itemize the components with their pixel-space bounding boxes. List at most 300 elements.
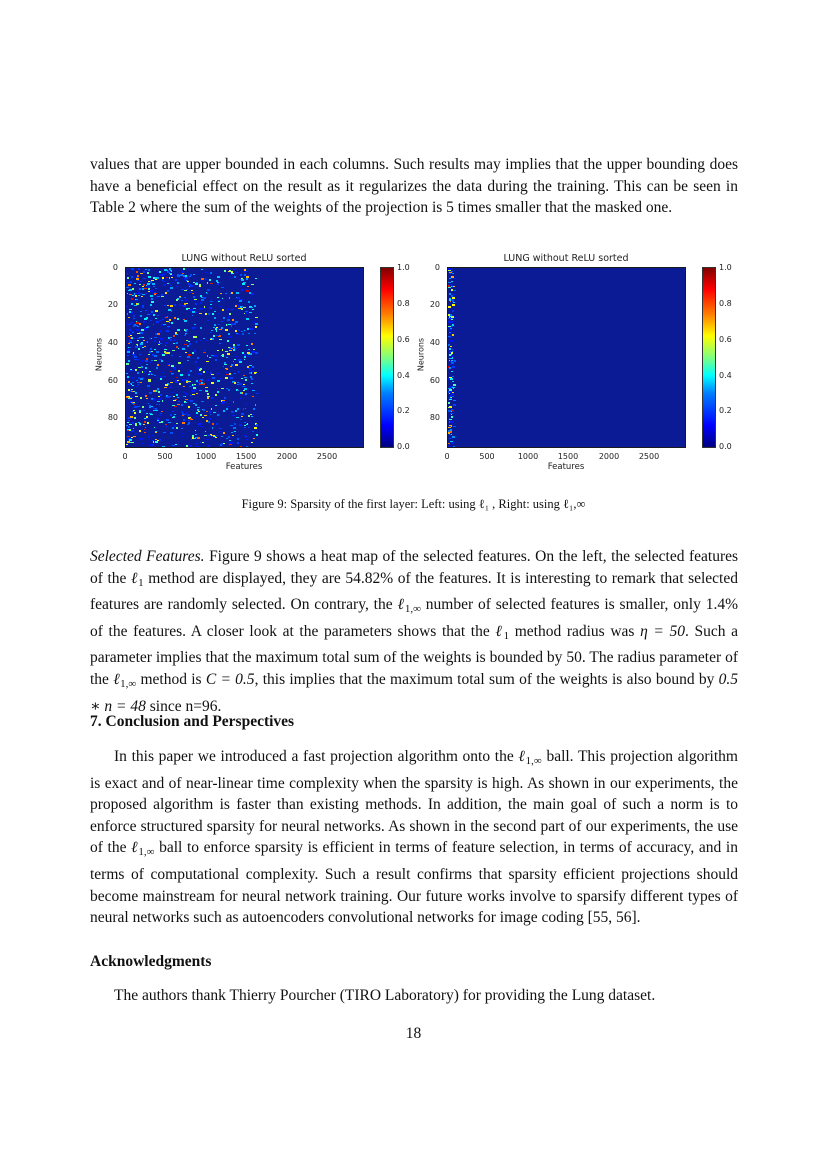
heatmap-cell xyxy=(127,376,129,378)
heatmap-cell xyxy=(228,271,230,273)
heatmap-cell xyxy=(255,278,258,280)
heatmap-cell xyxy=(241,289,243,291)
heatmap-cell xyxy=(128,290,130,292)
heatmap-cell xyxy=(217,282,219,284)
right-plot-title: LUNG without ReLU sorted xyxy=(503,253,629,264)
heatmap-cell xyxy=(173,343,175,345)
heatmap-cell xyxy=(249,372,251,374)
heatmap-cell xyxy=(170,382,173,384)
heatmap-cell xyxy=(252,390,255,392)
heatmap-cell xyxy=(140,382,142,384)
heatmap-cell xyxy=(144,418,147,420)
heatmap-cell xyxy=(244,427,246,429)
heatmap-cell xyxy=(207,355,209,357)
heatmap-cell xyxy=(165,345,167,347)
heatmap-cell xyxy=(200,340,202,342)
heatmap-cell xyxy=(217,391,219,393)
heatmap-cell xyxy=(231,325,233,327)
heatmap-cell xyxy=(256,424,259,426)
heatmap-cell xyxy=(200,327,202,329)
heatmap-cell xyxy=(227,319,230,321)
heatmap-cell xyxy=(127,351,129,353)
heatmap-cell xyxy=(184,320,187,322)
heatmap-cell xyxy=(187,360,189,362)
heatmap-cell xyxy=(190,309,193,311)
heatmap-cell xyxy=(133,325,136,327)
heatmap-cell xyxy=(452,363,454,365)
heatmap-cell xyxy=(253,349,255,351)
heatmap-cell xyxy=(450,431,452,433)
heatmap-cell xyxy=(208,435,211,437)
heatmap-cell xyxy=(164,305,166,307)
heatmap-cell xyxy=(127,441,130,443)
heatmap-cell xyxy=(452,381,454,383)
heatmap-cell xyxy=(235,348,237,350)
heatmap-cell xyxy=(229,277,232,279)
heatmap-cell xyxy=(252,309,254,311)
heatmap-cell xyxy=(198,411,201,413)
heatmap-cell xyxy=(208,313,210,315)
heatmap-cell xyxy=(193,300,195,302)
heatmap-cell xyxy=(195,430,197,432)
heatmap-cell xyxy=(159,404,161,406)
heatmap-cell xyxy=(231,292,233,294)
heatmap-cell xyxy=(207,320,209,322)
heatmap-cell xyxy=(185,333,187,335)
heatmap-cell xyxy=(193,274,196,276)
heatmap-cell xyxy=(450,441,453,443)
heatmap-cell xyxy=(172,411,175,413)
right-ytick-60: 60 xyxy=(429,376,440,385)
heatmap-cell xyxy=(151,311,153,313)
heatmap-cell xyxy=(130,383,132,385)
heatmap-cell xyxy=(209,279,212,281)
heatmap-cell xyxy=(252,431,254,433)
heatmap-cell xyxy=(239,300,242,302)
heatmap-cell xyxy=(229,444,232,446)
heatmap-cell xyxy=(245,404,247,406)
heatmap-cell xyxy=(166,321,169,323)
heatmap-cell xyxy=(147,385,150,387)
heatmap-cell xyxy=(170,432,173,434)
heatmap-cell xyxy=(206,340,209,342)
heatmap-cell xyxy=(133,315,135,317)
heatmap-cell xyxy=(141,366,143,368)
heatmap-cell xyxy=(168,422,171,424)
heatmap-cell xyxy=(246,278,248,280)
heatmap-cell xyxy=(451,276,454,278)
heatmap-cell xyxy=(245,330,247,332)
heatmap-cell xyxy=(157,364,159,366)
heatmap-cell xyxy=(221,321,223,323)
heatmap-cell xyxy=(182,422,185,424)
heatmap-cell xyxy=(157,333,160,335)
heatmap-cell xyxy=(138,292,140,294)
heatmap-cell xyxy=(145,269,148,271)
text-run: ball to enforce sparsity is efficient in terms of feature selection, in terms of accuracy, and in terms of computational complexity. Such a result confirms that sparsity efficient projections should become mainstream for neural network training. Our future works involve to sparsify different types of neural networks such as autoencoders convolutional networks for image coding [55, 56]. xyxy=(90,839,738,927)
heatmap-cell xyxy=(197,437,200,439)
heatmap-cell xyxy=(144,432,147,434)
heatmap-cell xyxy=(141,329,144,331)
heatmap-cell xyxy=(150,320,152,322)
heatmap-cell xyxy=(223,443,226,445)
heatmap-cell xyxy=(151,301,154,303)
heatmap-cell xyxy=(218,301,220,303)
heatmap-cell xyxy=(151,351,153,353)
heatmap-cell xyxy=(131,331,134,333)
heatmap-cell xyxy=(230,377,233,379)
heatmap-cell xyxy=(239,286,242,288)
heatmap-cell xyxy=(181,428,183,430)
heatmap-cell xyxy=(186,412,189,414)
heatmap-cell xyxy=(241,279,243,281)
left-ytick-0: 0 xyxy=(112,263,118,272)
heatmap-cell xyxy=(157,343,160,345)
text-run: In this paper we introduced a fast projection algorithm onto the xyxy=(114,748,519,765)
heatmap-cell xyxy=(242,386,245,388)
heatmap-cell xyxy=(214,355,217,357)
left-xtick-2500: 2500 xyxy=(316,452,338,461)
heatmap-cell xyxy=(131,268,134,270)
heatmap-cell xyxy=(135,396,138,398)
heatmap-cell xyxy=(219,339,222,341)
heatmap-cell xyxy=(174,304,176,306)
heatmap-cell xyxy=(159,341,161,343)
heatmap-cell xyxy=(452,387,455,389)
heatmap-cell xyxy=(193,336,195,338)
heatmap-cell xyxy=(149,447,151,448)
heatmap-cell xyxy=(142,371,144,373)
heatmap-cell xyxy=(162,446,165,448)
heatmap-cell xyxy=(151,406,153,408)
heatmap-cell xyxy=(451,321,453,323)
heatmap-cell xyxy=(172,417,174,419)
heatmap-cell xyxy=(208,421,210,423)
heatmap-cell xyxy=(184,344,187,346)
heatmap-cell xyxy=(148,286,151,288)
heatmap-cell xyxy=(129,309,132,311)
heatmap-cell xyxy=(250,376,253,378)
heatmap-cell xyxy=(210,301,212,303)
heatmap-cell xyxy=(222,309,224,311)
heatmap-cell xyxy=(254,305,256,307)
heatmap-cell xyxy=(171,277,173,279)
heatmap-cell xyxy=(155,318,157,320)
heatmap-cell xyxy=(173,335,175,337)
heatmap-cell xyxy=(154,375,156,377)
heatmap-cell xyxy=(215,405,217,407)
heatmap-cell xyxy=(134,356,136,358)
heatmap-cell xyxy=(159,320,161,322)
heatmap-cell xyxy=(176,423,178,425)
heatmap-cell xyxy=(132,288,134,290)
left-cbar-0.0: 0.0 xyxy=(397,442,410,451)
heatmap-cell xyxy=(252,371,254,373)
heatmap-cell xyxy=(156,367,158,369)
heatmap-cell xyxy=(183,419,185,421)
heatmap-cell xyxy=(223,366,225,368)
heatmap-cell xyxy=(453,426,456,428)
heatmap-cell xyxy=(226,408,228,410)
heatmap-cell xyxy=(209,357,211,359)
heatmap-cell xyxy=(127,273,129,275)
left-xtick-1500: 1500 xyxy=(235,452,257,461)
heatmap-cell xyxy=(141,360,143,362)
heatmap-cell xyxy=(155,288,158,290)
heatmap-cell xyxy=(145,367,147,369)
selected-features-lead: Selected Features. xyxy=(90,548,205,565)
heatmap-cell xyxy=(228,436,230,438)
heatmap-cell xyxy=(244,356,247,358)
heatmap-cell xyxy=(140,311,142,313)
heatmap-cell xyxy=(155,432,157,434)
heatmap-cell xyxy=(137,406,140,408)
heatmap-cell xyxy=(218,335,221,337)
heatmap-cell xyxy=(229,313,231,315)
heatmap-cell xyxy=(130,416,133,418)
heatmap-cell xyxy=(176,377,178,379)
heatmap-cell xyxy=(172,365,174,367)
heatmap-cell xyxy=(179,296,181,298)
heatmap-cell xyxy=(181,436,183,438)
heatmap-cell xyxy=(225,329,228,331)
heatmap-cell xyxy=(172,350,175,352)
heatmap-cell xyxy=(452,396,454,398)
heatmap-cell xyxy=(136,321,138,323)
heatmap-cell xyxy=(251,378,253,380)
heatmap-cell xyxy=(140,315,142,317)
heatmap-cell xyxy=(240,274,242,276)
heatmap-cell xyxy=(127,282,129,284)
heatmap-cell xyxy=(148,374,151,376)
heatmap-cell xyxy=(157,315,160,317)
heatmap-cell xyxy=(159,271,161,273)
heatmap-cell xyxy=(448,402,450,404)
heatmap-cell xyxy=(180,374,183,376)
heatmap-cell xyxy=(228,333,230,335)
heatmap-cell xyxy=(228,347,231,349)
heatmap-cell xyxy=(189,276,191,278)
left-heatmap xyxy=(125,267,364,448)
heatmap-cell xyxy=(151,360,154,362)
heatmap-cell xyxy=(177,274,180,276)
heatmap-cell xyxy=(449,367,451,369)
right-cbar-0.2: 0.2 xyxy=(719,406,732,415)
heatmap-cell xyxy=(450,421,452,423)
heatmap-cell xyxy=(227,353,230,355)
heatmap-cell xyxy=(131,312,133,314)
heatmap-cell xyxy=(210,332,212,334)
heatmap-cell xyxy=(237,382,239,384)
heatmap-cell xyxy=(154,427,156,429)
heatmap-cell xyxy=(240,299,243,301)
heatmap-cell xyxy=(179,356,181,358)
heatmap-cell xyxy=(218,324,220,326)
heatmap-cell xyxy=(172,274,174,276)
heatmap-cell xyxy=(139,323,141,325)
heatmap-cell xyxy=(195,283,197,285)
percent-value: 1.4% xyxy=(705,596,738,614)
heatmap-cell xyxy=(186,303,188,305)
heatmap-cell xyxy=(190,400,193,402)
heatmap-cell xyxy=(142,337,144,339)
heatmap-cell xyxy=(240,306,242,308)
equation: C = 0.5 xyxy=(205,670,255,688)
heatmap-cell xyxy=(167,283,169,285)
heatmap-cell xyxy=(169,319,171,321)
heatmap-cell xyxy=(138,422,140,424)
heatmap-cell xyxy=(255,404,257,406)
heatmap-cell xyxy=(207,379,209,381)
heatmap-cell xyxy=(451,355,453,357)
heatmap-cell xyxy=(132,295,134,297)
left-cbar-0.8: 0.8 xyxy=(397,299,410,308)
heatmap-cell xyxy=(127,429,130,431)
heatmap-cell xyxy=(166,270,168,272)
heatmap-cell xyxy=(246,446,249,448)
heatmap-cell xyxy=(128,284,131,286)
text-run: method are displayed, they are xyxy=(143,569,346,587)
heatmap-cell xyxy=(229,297,231,299)
heatmap-cell xyxy=(453,294,455,296)
heatmap-cell xyxy=(198,423,201,425)
heatmap-cell xyxy=(126,373,128,375)
heatmap-cell xyxy=(137,372,140,374)
heatmap-cell xyxy=(448,318,451,320)
heatmap-cell xyxy=(190,370,192,372)
heatmap-cell xyxy=(205,371,207,373)
heatmap-cell xyxy=(256,434,258,436)
heatmap-cell xyxy=(155,439,157,441)
heatmap-cell xyxy=(167,305,169,307)
right-heatmap xyxy=(447,267,686,448)
heatmap-cell xyxy=(178,370,180,372)
left-colorbar xyxy=(380,267,394,448)
heatmap-cell xyxy=(450,379,452,381)
heatmap-cell xyxy=(208,445,210,447)
heatmap-cell xyxy=(237,438,239,440)
right-xtick-500: 500 xyxy=(479,452,495,461)
heatmap-cell xyxy=(190,445,192,447)
heatmap-cell xyxy=(256,373,258,375)
heatmap-cell xyxy=(235,364,238,366)
heatmap-cell xyxy=(226,374,229,376)
heatmap-cell xyxy=(253,438,255,440)
heatmap-cell xyxy=(161,360,164,362)
heatmap-cell xyxy=(199,313,201,315)
heatmap-cell xyxy=(139,410,141,412)
heatmap-cell xyxy=(192,327,195,329)
heatmap-cell xyxy=(135,433,138,435)
heatmap-cell xyxy=(164,387,167,389)
heatmap-cell xyxy=(131,276,133,278)
heatmap-cell xyxy=(452,304,454,306)
heatmap-cell xyxy=(235,330,237,332)
heatmap-cell xyxy=(187,308,190,310)
heatmap-cell xyxy=(193,308,196,310)
heatmap-cell xyxy=(126,287,129,289)
heatmap-cell xyxy=(163,432,165,434)
heatmap-cell xyxy=(184,401,187,403)
l1inf-symbol: ℓ$_{1,\infty}$ xyxy=(131,839,155,859)
text-run: method radius was xyxy=(509,622,641,640)
heatmap-cell xyxy=(235,356,238,358)
heatmap-cell xyxy=(196,341,198,343)
heatmap-cell xyxy=(145,360,147,362)
heatmap-cell xyxy=(450,413,453,415)
heatmap-cell xyxy=(233,427,236,429)
heatmap-cell xyxy=(251,284,254,286)
heatmap-cell xyxy=(247,366,250,368)
heatmap-cell xyxy=(206,391,208,393)
heatmap-cell xyxy=(153,410,156,412)
heatmap-cell xyxy=(150,295,153,297)
heatmap-cell xyxy=(235,410,237,412)
heatmap-cell xyxy=(187,345,189,347)
heatmap-cell xyxy=(189,386,191,388)
left-ytick-20: 20 xyxy=(107,300,118,309)
heatmap-cell xyxy=(163,376,165,378)
heatmap-cell xyxy=(252,366,254,368)
heatmap-cell xyxy=(205,313,208,315)
heatmap-cell xyxy=(138,348,140,350)
heatmap-cell xyxy=(200,302,202,304)
heatmap-cell xyxy=(155,310,157,312)
heatmap-cell xyxy=(234,382,236,384)
heatmap-cell xyxy=(126,363,129,365)
heatmap-cell xyxy=(161,324,163,326)
heatmap-cell xyxy=(181,366,184,368)
heatmap-cell xyxy=(233,401,235,403)
heatmap-cell xyxy=(212,338,214,340)
left-ytick-80: 80 xyxy=(107,413,118,422)
heatmap-cell xyxy=(152,283,154,285)
text-run: ball. This projection algorithm is exact and of near-linear time complexity when the sparsity is high. As shown in our experiments, the proposed algorithm is faster than existing methods. In addition, the main goal of such a norm is to enforce structured sparsity for neural networks. As shown in the second part of our experiments, the use of the xyxy=(90,748,738,857)
heatmap-cell xyxy=(176,342,179,344)
heatmap-cell xyxy=(449,299,451,301)
heatmap-cell xyxy=(229,350,232,352)
heatmap-cell xyxy=(448,321,451,323)
heatmap-cell xyxy=(132,442,134,444)
heatmap-cell xyxy=(190,285,193,287)
heatmap-cell xyxy=(171,373,174,375)
heatmap-cell xyxy=(182,433,184,435)
heatmap-cell xyxy=(162,319,164,321)
heatmap-cell xyxy=(216,280,218,282)
heatmap-cell xyxy=(161,411,163,413)
heatmap-cell xyxy=(215,437,217,439)
heatmap-cell xyxy=(453,384,456,386)
heatmap-cell xyxy=(210,283,213,285)
heatmap-cell xyxy=(228,389,230,391)
heatmap-cell xyxy=(150,444,152,446)
heatmap-cell xyxy=(215,359,218,361)
heatmap-cell xyxy=(227,340,229,342)
heatmap-cell xyxy=(128,317,131,319)
heatmap-cell xyxy=(161,294,163,296)
heatmap-cell xyxy=(449,332,451,334)
heatmap-cell xyxy=(255,323,258,325)
heatmap-cell xyxy=(187,356,190,358)
heatmap-cell xyxy=(170,274,172,276)
heatmap-cell xyxy=(181,411,183,413)
heatmap-cell xyxy=(188,406,190,408)
heatmap-cell xyxy=(241,308,244,310)
heatmap-cell xyxy=(200,368,202,370)
heatmap-cell xyxy=(157,296,160,298)
heatmap-cell xyxy=(137,382,140,384)
heatmap-cell xyxy=(201,269,203,271)
